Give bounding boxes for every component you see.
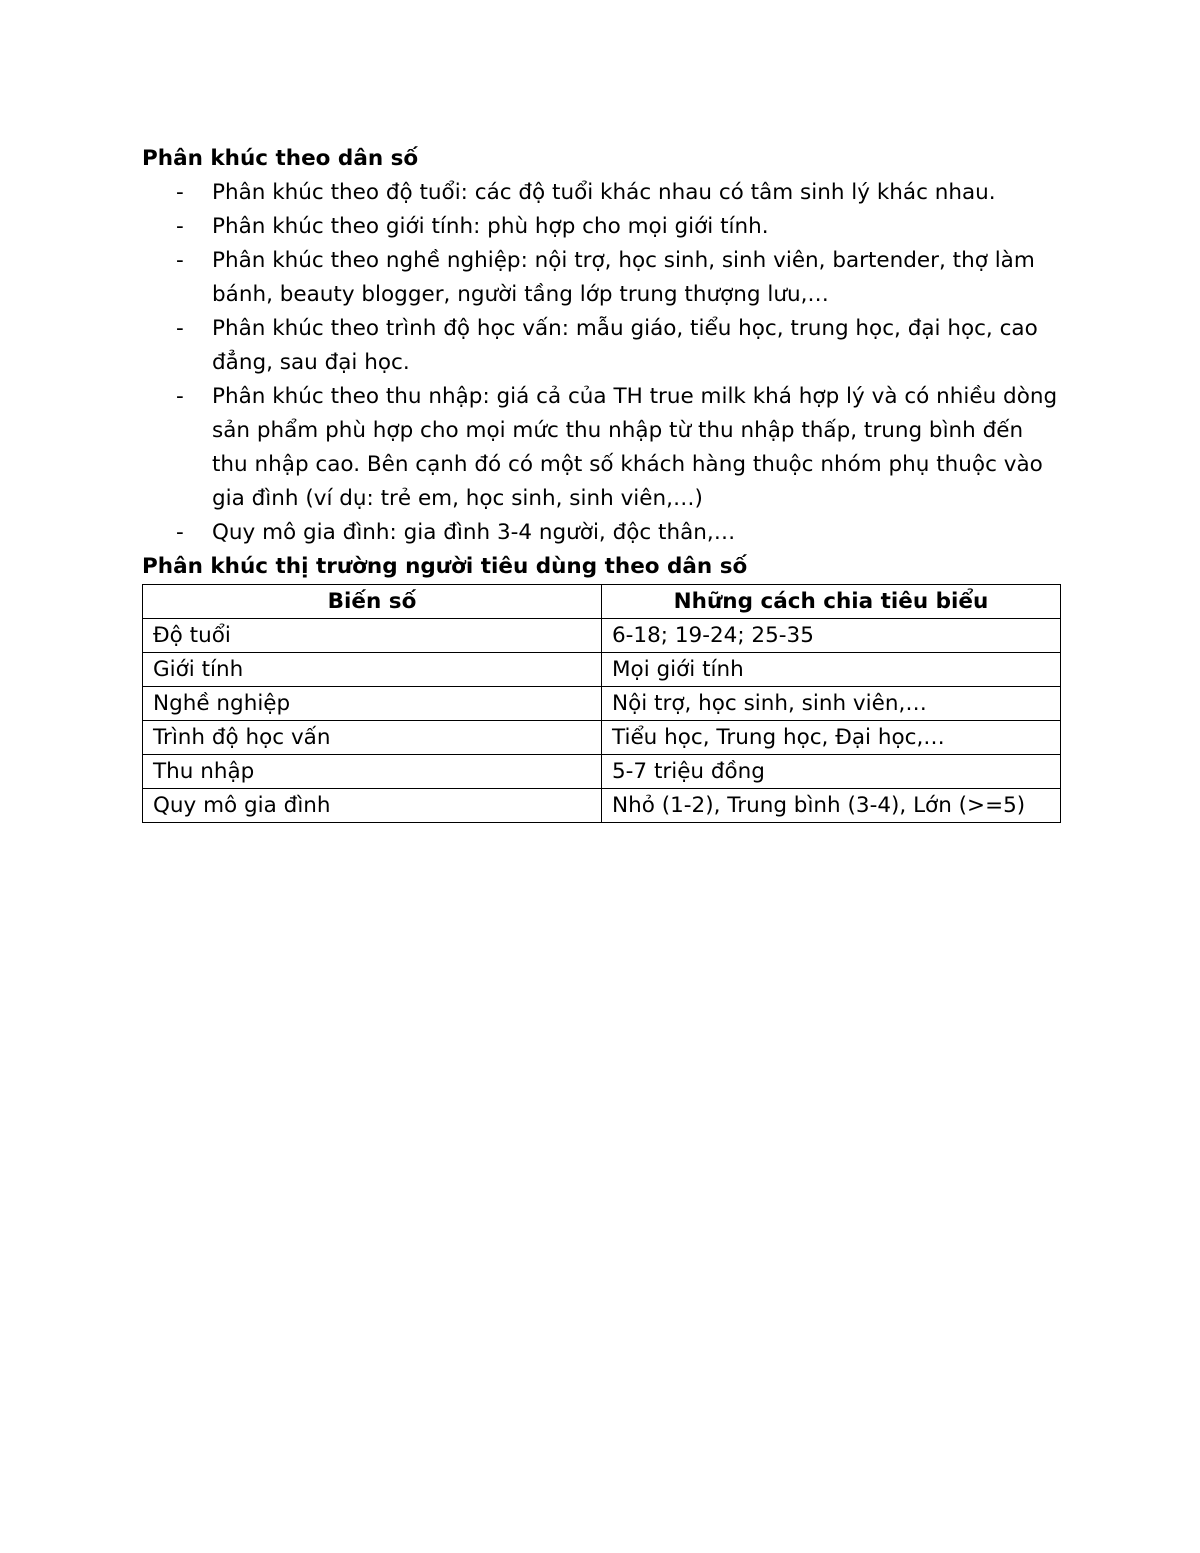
segmentation-table <box>142 584 1061 823</box>
table-row <box>143 653 1061 687</box>
column-header-typical-division: Những cách chia tiêu biểu <box>602 585 1061 619</box>
table-title: Phân khúc thị trường người tiêu dùng theo dân số <box>142 554 748 579</box>
table-row <box>143 619 1061 653</box>
table-row <box>143 755 1061 789</box>
table-row <box>143 721 1061 755</box>
bullet-dash: - <box>176 180 184 205</box>
list-item <box>142 516 1060 550</box>
table-cell-division: Mọi giới tính <box>602 653 1061 687</box>
bullet-dash: - <box>176 248 184 273</box>
bullet-dash: - <box>176 316 184 341</box>
table-cell-division: Nội trợ, học sinh, sinh viên,… <box>602 687 1061 721</box>
table-cell-division: Tiểu học, Trung học, Đại học,… <box>602 721 1061 755</box>
list-item-text: Phân khúc theo độ tuổi: các độ tuổi khác nhau có tâm sinh lý khác nhau. <box>212 180 996 205</box>
table-cell-variable: Trình độ học vấn <box>143 721 602 755</box>
list-item-text: Phân khúc theo giới tính: phù hợp cho mọi giới tính. <box>212 214 769 239</box>
list-item-text: Phân khúc theo trình độ học vấn: mẫu giáo, tiểu học, trung học, đại học, cao đẳng, sau đại học. <box>212 316 1038 375</box>
bullet-dash: - <box>176 384 184 409</box>
document-content <box>142 142 1060 823</box>
table-row <box>143 789 1061 823</box>
bullet-list <box>142 176 1060 550</box>
list-item-text: Quy mô gia đình: gia đình 3-4 người, độc thân,… <box>212 520 736 545</box>
table-cell-variable: Thu nhập <box>143 755 602 789</box>
table-cell-division: Nhỏ (1-2), Trung bình (3-4), Lớn (>=5) <box>602 789 1061 823</box>
table-cell-variable: Quy mô gia đình <box>143 789 602 823</box>
list-item-text: Phân khúc theo nghề nghiệp: nội trợ, học sinh, sinh viên, bartender, thợ làm bánh, beauty blogger, người tầng lớp trung thượng lưu,… <box>212 248 1035 307</box>
column-header-variable: Biến số <box>143 585 602 619</box>
table-cell-division: 5-7 triệu đồng <box>602 755 1061 789</box>
list-item <box>142 244 1060 312</box>
table-cell-variable: Nghề nghiệp <box>143 687 602 721</box>
table-cell-variable: Giới tính <box>143 653 602 687</box>
bullet-dash: - <box>176 214 184 239</box>
section-heading: Phân khúc theo dân số <box>142 146 419 171</box>
table-header-row <box>143 585 1061 619</box>
table-row <box>143 687 1061 721</box>
table-cell-variable: Độ tuổi <box>143 619 602 653</box>
list-item-text: Phân khúc theo thu nhập: giá cả của TH true milk khá hợp lý và có nhiều dòng sản phẩm phù hợp cho mọi mức thu nhập từ thu nhập thấp, trung bình đến thu nhập cao. Bên cạnh đó có một số khách hàng thuộc nhóm phụ thuộc vào gia đình (ví dụ: trẻ em, học sinh, sinh viên,…) <box>212 384 1058 511</box>
list-item <box>142 176 1060 210</box>
bullet-dash: - <box>176 520 184 545</box>
table-cell-division: 6-18; 19-24; 25-35 <box>602 619 1061 653</box>
list-item <box>142 210 1060 244</box>
list-item <box>142 380 1060 516</box>
list-item <box>142 312 1060 380</box>
